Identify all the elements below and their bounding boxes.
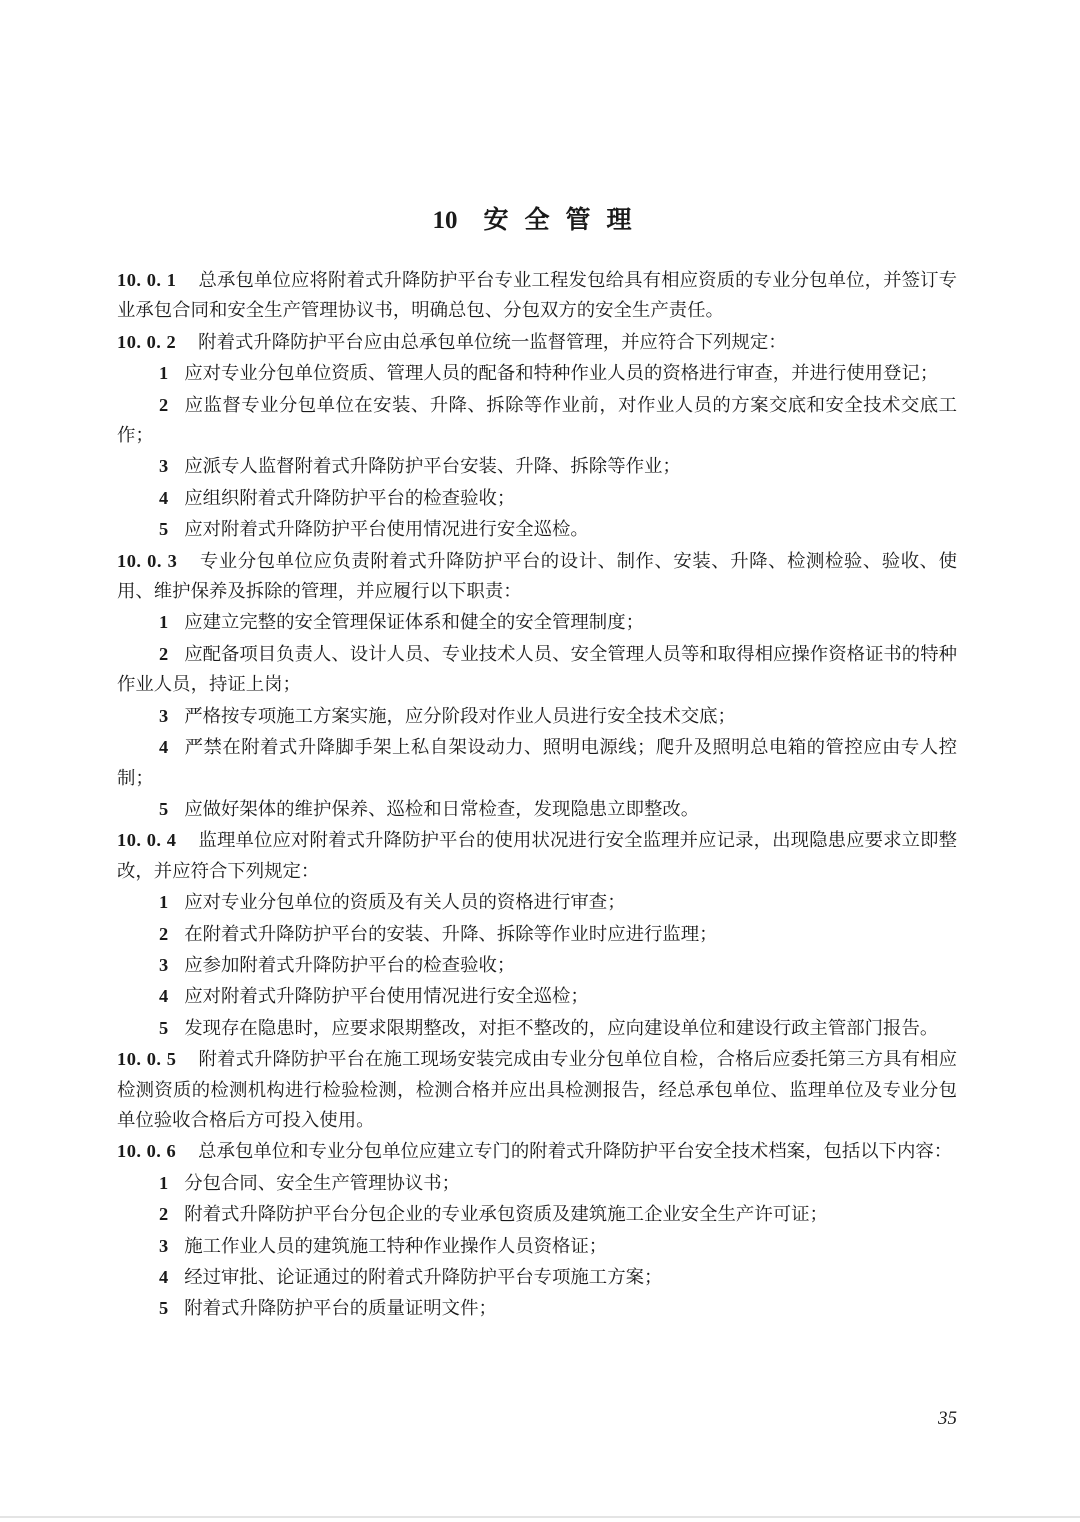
item-number: 3 — [159, 705, 169, 726]
item-number: 1 — [159, 1172, 169, 1193]
list-item — [117, 1168, 957, 1199]
item-number: 4 — [159, 487, 169, 508]
page-number: 35 — [938, 1408, 957, 1429]
chapter-title: 安全管理 — [483, 204, 648, 234]
item-text: 应对附着式升降防护平台使用情况进行安全巡检； — [184, 986, 589, 1008]
clause-number: 10. 0. 4 — [117, 830, 177, 851]
clause-text: 附着式升降防护平台应由总承包单位统一监督管理，并应符合下列规定： — [198, 331, 787, 353]
item-number: 5 — [159, 1017, 169, 1038]
clause — [117, 265, 957, 327]
list-item — [117, 1262, 957, 1293]
clause-text: 监理单位应对附着式升降防护平台的使用状况进行安全监理并应记录，出现隐患应要求立即整改，并应符合下列规定： — [117, 830, 957, 882]
list-item — [117, 1293, 957, 1324]
list-item — [117, 794, 957, 825]
clause-text: 专业分包单位应负责附着式升降防护平台的设计、制作、安装、升降、检测检验、验收、使用、维护保养及拆除的管理，并应履行以下职责： — [117, 550, 957, 603]
item-number: 1 — [159, 892, 169, 913]
item-number: 2 — [159, 923, 169, 944]
clause-text: 总承包单位和专业分包单位应建立专门的附着式升降防护平台安全技术档案，包括以下内容： — [198, 1141, 953, 1163]
list-item — [117, 607, 957, 638]
item-number: 5 — [159, 798, 169, 819]
item-text: 严格按专项施工方案实施，应分阶段对作业人员进行安全技术交底； — [184, 705, 736, 727]
list-item — [117, 887, 957, 918]
item-text: 应对专业分包单位的资质及有关人员的资格进行审查； — [184, 892, 626, 914]
footer-divider — [0, 1516, 1080, 1518]
clause — [117, 327, 957, 358]
clause-number: 10. 0. 6 — [117, 1141, 177, 1162]
list-item — [117, 358, 957, 389]
clause-text: 附着式升降防护平台在施工现场安装完成由专业分包单位自检，合格后应委托第三方具有相应检测资质的检测机构进行检验检测，检测合格并应出具检测报告，经总承包单位、监理单位及专业分包单位验收合格后方可投入使用。 — [117, 1049, 957, 1131]
list-item — [117, 639, 957, 701]
item-number: 2 — [159, 643, 169, 664]
item-text: 附着式升降防护平台分包企业的专业承包资质及建筑施工企业安全生产许可证； — [184, 1204, 828, 1226]
clause — [117, 1044, 957, 1136]
list-item — [117, 483, 957, 514]
item-text: 附着式升降防护平台的质量证明文件； — [184, 1298, 497, 1320]
item-text: 经过审批、论证通过的附着式升降防护平台专项施工方案； — [184, 1267, 663, 1288]
item-number: 4 — [159, 986, 169, 1007]
chapter-body — [117, 265, 957, 1325]
list-item — [117, 1013, 957, 1044]
chapter-number: 10 — [432, 206, 458, 234]
item-number: 2 — [159, 1204, 169, 1225]
item-text: 应做好架体的维护保养、巡检和日常检查，发现隐患立即整改。 — [184, 798, 700, 820]
item-number: 3 — [159, 1235, 169, 1256]
item-number: 5 — [159, 519, 169, 540]
item-text: 施工作业人员的建筑施工特种作业操作人员资格证； — [184, 1235, 608, 1257]
list-item — [117, 514, 957, 545]
item-number: 4 — [159, 737, 169, 758]
list-item — [117, 919, 957, 950]
item-number: 4 — [159, 1267, 169, 1287]
list-item — [117, 1199, 957, 1230]
item-text: 应配备项目负责人、设计人员、专业技术人员、安全管理人员等和取得相应操作资格证书的特种作业人员，持证上岗； — [117, 643, 957, 696]
list-item — [117, 451, 957, 482]
item-number: 2 — [159, 394, 169, 415]
clause-number: 10. 0. 1 — [117, 270, 177, 290]
clause — [117, 1136, 957, 1167]
item-text: 应组织附着式升降防护平台的检查验收； — [184, 487, 516, 509]
item-text: 在附着式升降防护平台的安装、升降、拆除等作业时应进行监理； — [184, 923, 718, 945]
list-item — [117, 701, 957, 732]
list-item — [117, 390, 957, 452]
chapter-heading — [0, 203, 1080, 238]
item-number: 5 — [159, 1298, 169, 1319]
clause-text: 总承包单位应将附着式升降防护平台专业工程发包给具有相应资质的专业分包单位，并签订专业承包合同和安全生产管理协议书，明确总包、分包双方的安全生产责任。 — [117, 270, 957, 322]
item-text: 应参加附着式升降防护平台的检查验收； — [184, 954, 516, 976]
list-item — [117, 1231, 957, 1262]
list-item — [117, 732, 957, 794]
item-text: 分包合同、安全生产管理协议书； — [184, 1172, 461, 1194]
item-text: 严禁在附着式升降脚手架上私自架设动力、照明电源线；爬升及照明总电箱的管控应由专人控制； — [117, 737, 957, 789]
item-text: 应派专人监督附着式升降防护平台安装、升降、拆除等作业； — [184, 456, 681, 478]
item-number: 3 — [159, 954, 169, 975]
item-number: 3 — [159, 456, 169, 477]
clause-number: 10. 0. 5 — [117, 1049, 177, 1070]
list-item — [117, 981, 957, 1012]
item-text: 应监督专业分包单位在安装、升降、拆除等作业前，对作业人员的方案交底和安全技术交底工作； — [117, 394, 957, 447]
clause — [117, 825, 957, 887]
clause — [117, 546, 957, 608]
item-text: 应建立完整的安全管理保证体系和健全的安全管理制度； — [184, 612, 644, 634]
list-item — [117, 950, 957, 981]
clause-number: 10. 0. 3 — [117, 550, 178, 571]
clause-number: 10. 0. 2 — [117, 331, 177, 352]
item-number: 1 — [159, 612, 169, 633]
item-text: 发现存在隐患时，应要求限期整改，对拒不整改的，应向建设单位和建设行政主管部门报告。 — [184, 1017, 939, 1039]
item-text: 应对专业分包单位资质、管理人员的配备和特种作业人员的资格进行审查，并进行使用登记； — [184, 363, 939, 385]
item-number: 1 — [159, 363, 169, 384]
item-text: 应对附着式升降防护平台使用情况进行安全巡检。 — [184, 519, 589, 541]
